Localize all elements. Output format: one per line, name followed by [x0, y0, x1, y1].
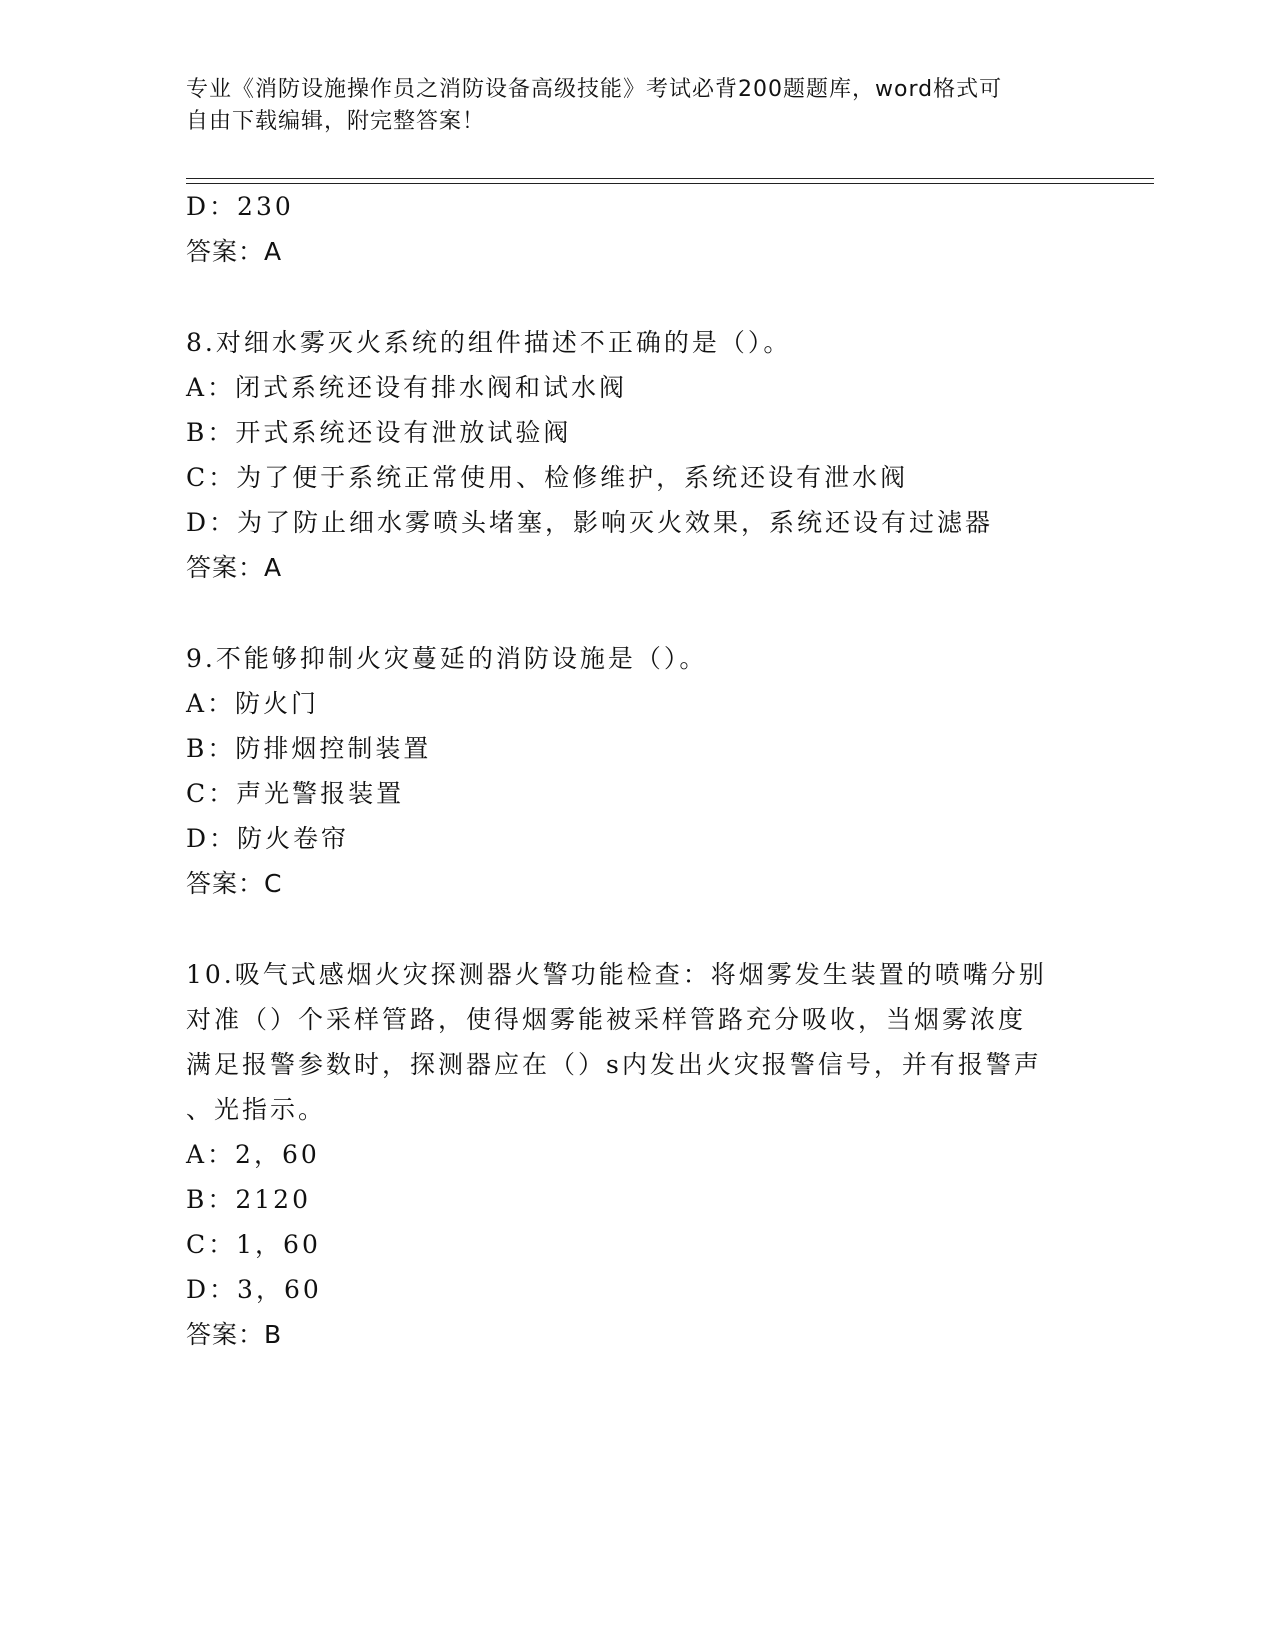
q9-option-c: C：声光警报装置 — [186, 779, 405, 808]
q8-answer: 答案：A — [186, 553, 283, 582]
header-divider-bottom — [186, 183, 1154, 184]
q7-option-d: D：230 — [186, 192, 294, 221]
q10-option-d: D：3，60 — [186, 1275, 322, 1304]
q9-option-a: A：防火门 — [186, 689, 320, 718]
q8-option-d: D：为了防止细水雾喷头堵塞，影响灭火效果，系统还设有过滤器 — [186, 508, 994, 537]
q7-answer: 答案：A — [186, 237, 283, 266]
header-divider-top — [186, 178, 1154, 179]
q10-option-b: B：2120 — [186, 1185, 311, 1214]
q10-answer: 答案：B — [186, 1320, 283, 1349]
q10-question-line-4: 、光指示。 — [186, 1095, 327, 1124]
q10-question-line-1: 10.吸气式感烟火灾探测器火警功能检查：将烟雾发生装置的喷嘴分别 — [186, 960, 1047, 989]
q10-option-a: A：2，60 — [186, 1140, 320, 1169]
q9-question: 9.不能够抑制火灾蔓延的消防设施是（）。 — [186, 644, 708, 673]
q8-option-a: A：闭式系统还设有排水阀和试水阀 — [186, 373, 628, 402]
header-line-2: 自由下载编辑，附完整答案！ — [186, 109, 486, 134]
q9-option-d: D：防火卷帘 — [186, 824, 350, 853]
q8-question: 8.对细水雾灭火系统的组件描述不正确的是（）。 — [186, 328, 792, 357]
q9-option-b: B：防排烟控制装置 — [186, 734, 432, 763]
q10-option-c: C：1，60 — [186, 1230, 321, 1259]
document-header — [186, 74, 1076, 138]
q8-option-c: C：为了便于系统正常使用、检修维护，系统还设有泄水阀 — [186, 463, 909, 492]
q9-answer: 答案：C — [186, 869, 283, 898]
q10-question-line-2: 对准（）个采样管路，使得烟雾能被采样管路充分吸收，当烟雾浓度 — [186, 1005, 1027, 1034]
header-line-1: 专业《消防设施操作员之消防设备高级技能》考试必背200题题库，word格式可 — [186, 77, 1003, 102]
q10-question-line-3: 满足报警参数时，探测器应在（）s内发出火灾报警信号，并有报警声 — [186, 1050, 1042, 1079]
q8-option-b: B：开式系统还设有泄放试验阀 — [186, 418, 572, 447]
